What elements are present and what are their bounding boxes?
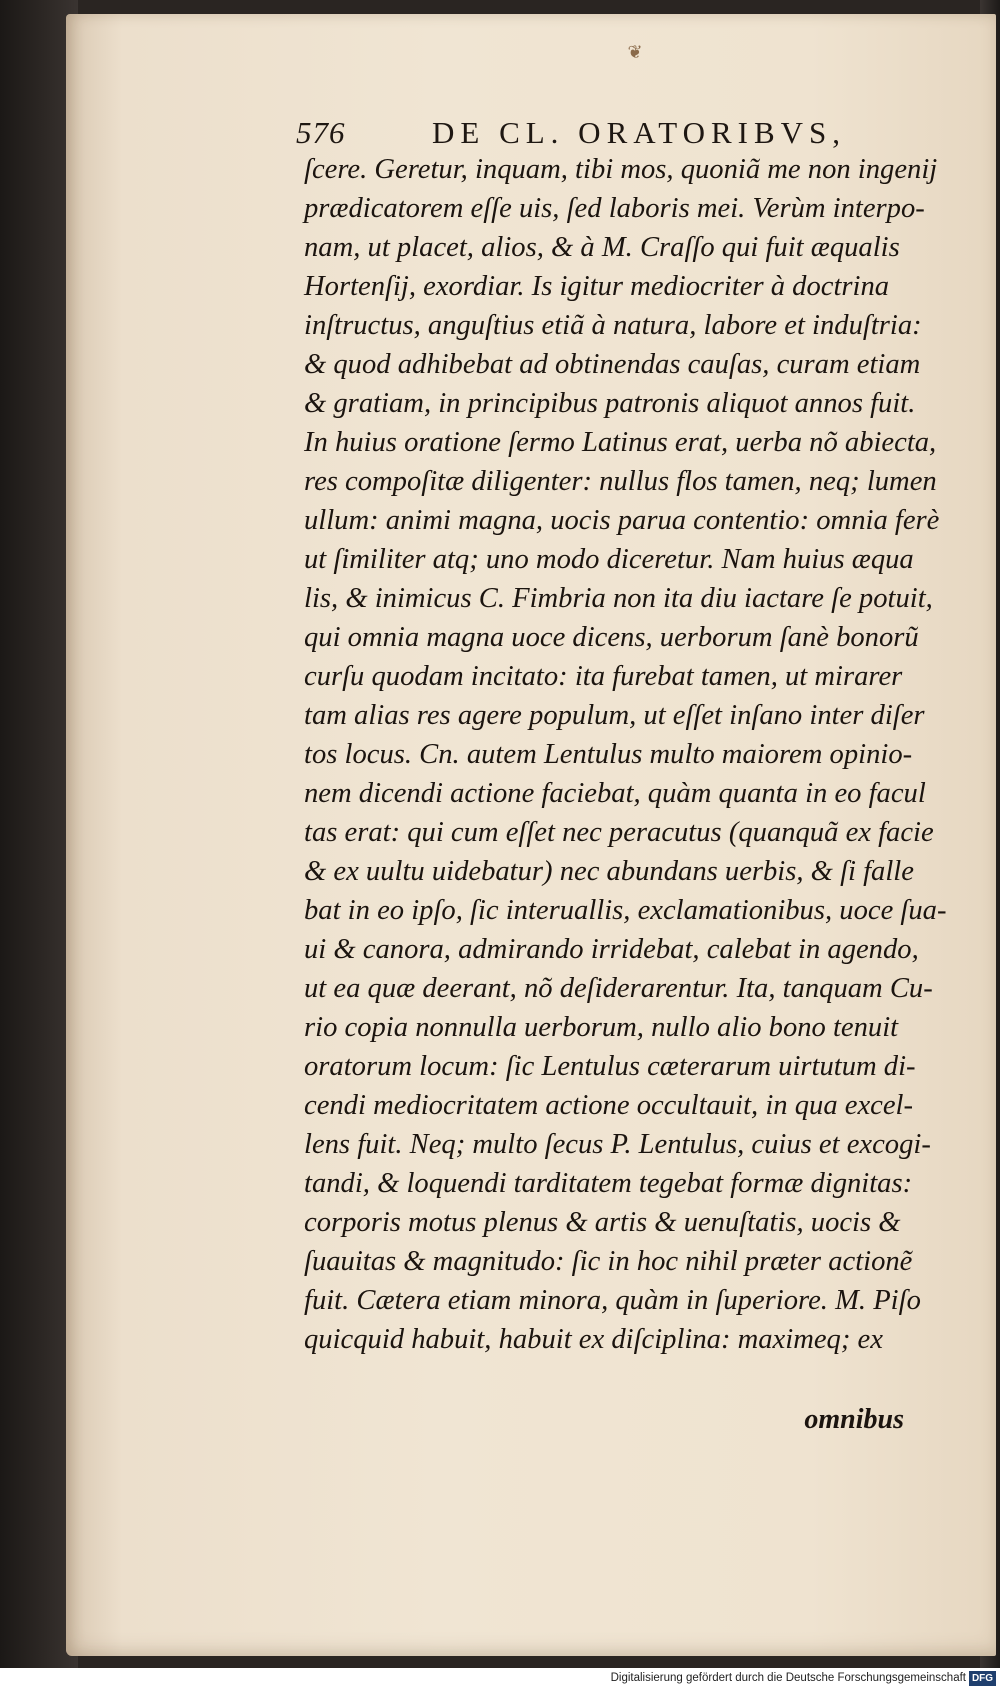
- text-line: lens fuit. Neq; multo ſecus P. Lentulus, cuius et excogi-: [304, 1129, 931, 1160]
- text-line: & ex uultu uidebatur) nec abundans uerbis, & ſi falle: [304, 856, 914, 887]
- dfg-logo: DFG: [969, 1671, 996, 1686]
- text-line: ut ea quæ deerant, nõ deſiderarentur. Ita, tanquam Cu-: [304, 973, 933, 1004]
- text-line: tas erat: qui cum eſſet nec peracutus (quanquã ex facie: [304, 817, 934, 848]
- text-line: nem dicendi actione faciebat, quàm quanta in eo facul: [304, 778, 926, 809]
- text-line: fuit. Cætera etiam minora, quàm in ſuperiore. M. Piſo: [304, 1285, 921, 1316]
- digitization-footer: [0, 1668, 1000, 1693]
- text-line: & quod adhibebat ad obtinendas cauſas, curam etiam: [304, 349, 921, 380]
- text-line: rio copia nonnulla uerborum, nullo alio bono tenuit: [304, 1012, 899, 1043]
- text-line: tam alias res agere populum, ut eſſet inſano inter diſer: [304, 700, 925, 731]
- text-line: ſcere. Geretur, inquam, tibi mos, quoniã me non ingenij: [304, 154, 938, 185]
- catchword: omnibus: [804, 1404, 904, 1435]
- page-ornament-mark: ❦: [627, 42, 645, 63]
- text-line: cendi mediocritatem actione occultauit, in qua excel-: [304, 1090, 913, 1121]
- text-line: ui & canora, admirando irridebat, calebat in agendo,: [304, 934, 919, 965]
- text-line: nam, ut placet, alios, & à M. Craſſo qui fuit æqualis: [304, 232, 900, 263]
- body-text: [304, 150, 947, 1435]
- running-title: DE CL. ORATORIBVS,: [432, 115, 847, 150]
- page-number: 576: [296, 115, 346, 150]
- text-line: qui omnia magna uoce dicens, uerborum ſanè bonorũ: [304, 622, 919, 653]
- text-line: Hortenſij, exordiar. Is igitur mediocriter à doctrina: [304, 271, 890, 302]
- text-line: corporis motus plenus & artis & uenuſtatis, uocis &: [304, 1207, 901, 1238]
- text-line: prædicatorem eſſe uis, ſed laboris mei. Verùm interpo-: [304, 193, 925, 224]
- text-line: res compoſitæ diligenter: nullus flos tamen, neq; lumen: [304, 466, 937, 497]
- text-line: ſuauitas & magnitudo: ſic in hoc nihil præter actionẽ: [304, 1246, 913, 1277]
- text-line: & gratiam, in principibus patronis aliquot annos fuit.: [304, 388, 916, 419]
- text-line: inſtructus, anguſtius etiã à natura, labore et induſtria:: [304, 310, 922, 341]
- text-line: quicquid habuit, habuit ex diſciplina: maximeq; ex: [304, 1324, 883, 1355]
- text-line: In huius oratione ſermo Latinus erat, uerba nõ abiecta,: [304, 427, 937, 458]
- text-line: lis, & inimicus C. Fimbria non ita diu iactare ſe potuit,: [304, 583, 933, 614]
- text-line: ullum: animi magna, uocis parua contentio: omnia ferè: [304, 505, 940, 536]
- funding-credit: Digitalisierung gefördert durch die Deutsche Forschungsgemeinschaft: [610, 1672, 966, 1684]
- text-line: ut ſimiliter atq; uno modo diceretur. Nam huius æqua: [304, 544, 914, 575]
- text-line: tandi, & loquendi tarditatem tegebat formæ dignitas:: [304, 1168, 913, 1199]
- text-line: curſu quodam incitato: ita furebat tamen, ut mirarer: [304, 661, 903, 692]
- running-head: [296, 112, 896, 154]
- text-line: tos locus. Cn. autem Lentulus multo maiorem opinio-: [304, 739, 913, 770]
- text-line: bat in eo ipſo, ſic interuallis, exclamationibus, uoce ſua-: [304, 895, 947, 926]
- text-line: oratorum locum: ſic Lentulus cæterarum uirtutum di-: [304, 1051, 916, 1082]
